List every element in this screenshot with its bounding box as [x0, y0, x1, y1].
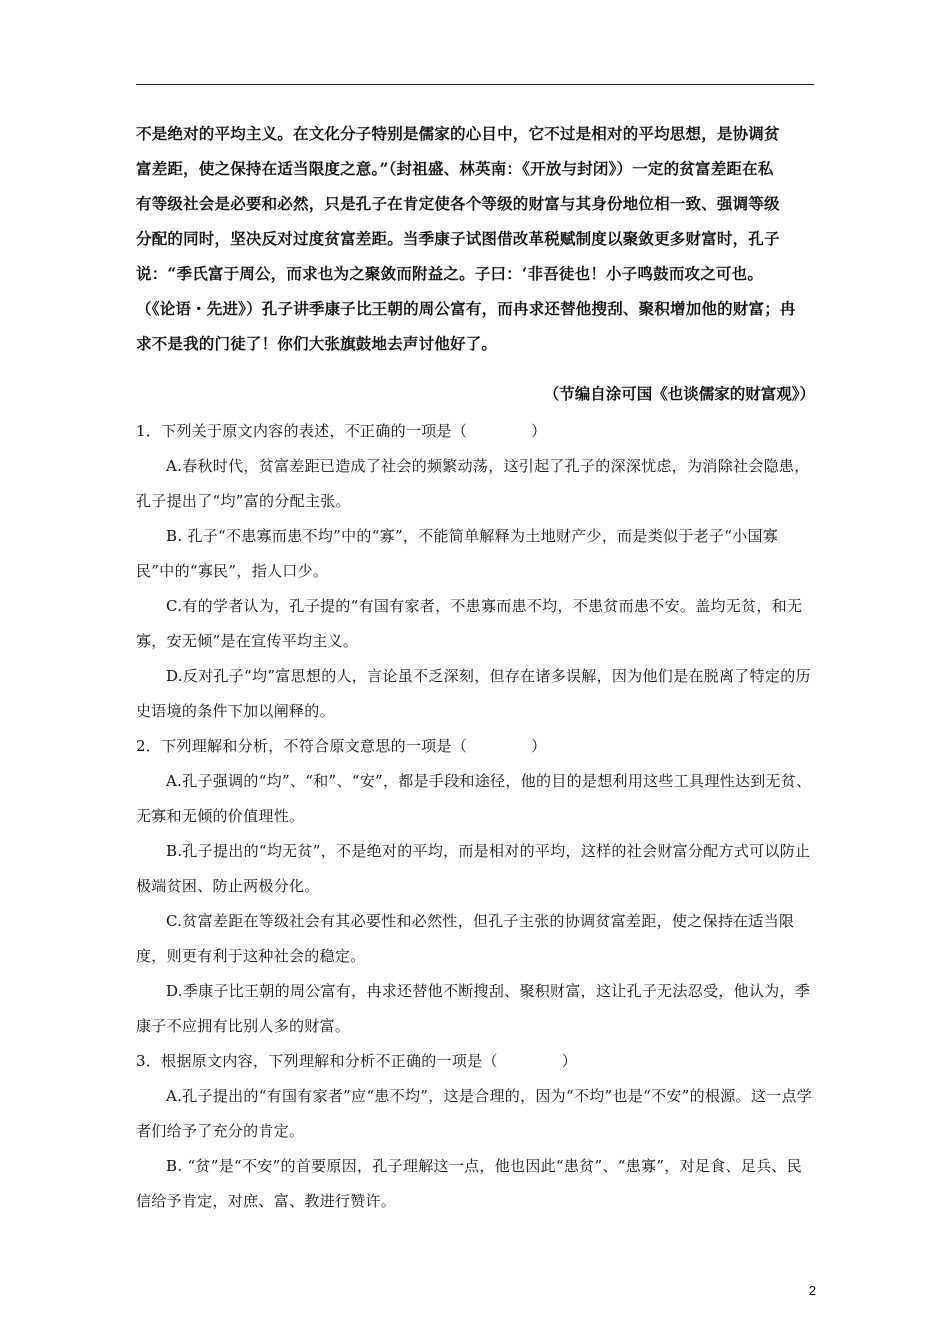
question-stem-close: ）	[531, 737, 547, 755]
option-d: D.反对孔子“均”富思想的人，言论虽不乏深刻，但存在诸多误解，因为他们是在脱离了特定的历史语境的条件下加以阐释的。	[136, 667, 811, 720]
question-3	[136, 1044, 814, 1219]
header-rule	[136, 84, 814, 85]
passage-line: 求不是我的门徒了！你们大张旗鼓地去声讨他好了。	[136, 334, 498, 353]
option-a: A.孔子强调的“均”、“和”、“安”，都是手段和途径，他的目的是想利用这些工具理性达到无贫、无寡和无倾的价值理性。	[136, 772, 812, 825]
question-1	[136, 414, 814, 729]
option-c: C.有的学者认为，孔子提的“有国有家者，不患寡而患不均，不患贫而患不安。盖均无贫，和无寡，安无倾”是在宣传平均主义。	[136, 597, 803, 650]
option-b: B.孔子提出的“均无贫”，不是绝对的平均，而是相对的平均，这样的社会财富分配方式可以防止极端贫困、防止两极分化。	[136, 842, 811, 895]
question-2	[136, 729, 814, 1044]
passage-line: 不是绝对的平均主义。在文化分子特别是儒家的心目中，它不过是相对的平均思想，是协调贫	[136, 124, 780, 143]
passage-source: （节编自涂可国《也谈儒家的财富观》）	[543, 384, 815, 403]
option-c: C.贫富差距在等级社会有其必要性和必然性，但孔子主张的协调贫富差距，使之保持在适当限度，则更有利于这种社会的稳定。	[136, 912, 795, 965]
question-stem-close: ）	[561, 1052, 578, 1070]
question-list	[136, 414, 814, 1219]
passage-line: 说：“季氏富于周公，而求也为之聚敛而附益之。子曰：‘非吾徒也！小子鸣鼓而攻之可也。	[136, 264, 764, 283]
question-stem-text: 3．根据原文内容，下列理解和分析不正确的一项是（	[136, 1052, 498, 1070]
passage-line: 分配的同时，坚决反对过度贫富差距。当季康子试图借改革税赋制度以聚敛更多财富时，孔子	[136, 229, 780, 248]
option-b: B. “贫”是“不安”的首要原因，孔子理解这一点，他也因此“患贫”、“患寡”，对足食、足兵、民信给予肯定，对庶、富、教进行赞许。	[136, 1157, 803, 1210]
question-stem	[136, 729, 814, 764]
option-a: A.春秋时代，贫富差距已造成了社会的频繁动荡，这引起了孔子的深深忧虑，为消除社会隐患，孔子提出了“均”富的分配主张。	[136, 457, 810, 510]
question-stem	[136, 414, 814, 449]
question-stem	[136, 1044, 814, 1079]
passage-line: （《论语・先进》）孔子讲季康子比王朝的周公富有，而冉求还替他搜刮、聚积增加他的财富；冉	[136, 299, 796, 318]
option-b: B. 孔子“不患寡而患不均”中的“寡”，不能简单解释为土地财产少，而是类似于老子“小国寡民”中的“寡民”，指人口少。	[136, 527, 779, 580]
option-a: A.孔子提出的“有国有家者”应“患不均”，这是合理的，因为“不均”也是“不安”的根源。这一点学者们给予了充分的肯定。	[136, 1087, 813, 1140]
passage-line: 有等级社会是必要和必然，只是孔子在肯定使各个等级的财富与其身份地位相一致、强调等级	[136, 194, 780, 213]
question-stem-close: ）	[531, 422, 547, 440]
passage-text	[136, 116, 814, 361]
question-stem-text: 1．下列关于原文内容的表述，不正确的一项是（	[136, 422, 468, 440]
passage-line: 富差距，使之保持在适当限度之意。”（封祖盛、林英南：《开放与封闭》）一定的贫富差距在私	[136, 159, 774, 178]
page-number: 2	[808, 1283, 816, 1298]
option-d: D.季康子比王朝的周公富有，冉求还替他不断搜刮、聚积财富，这让孔子无法忍受，他认为，季康子不应拥有比别人多的财富。	[136, 982, 811, 1035]
question-stem-text: 2．下列理解和分析，不符合原文意思的一项是（	[136, 737, 468, 755]
